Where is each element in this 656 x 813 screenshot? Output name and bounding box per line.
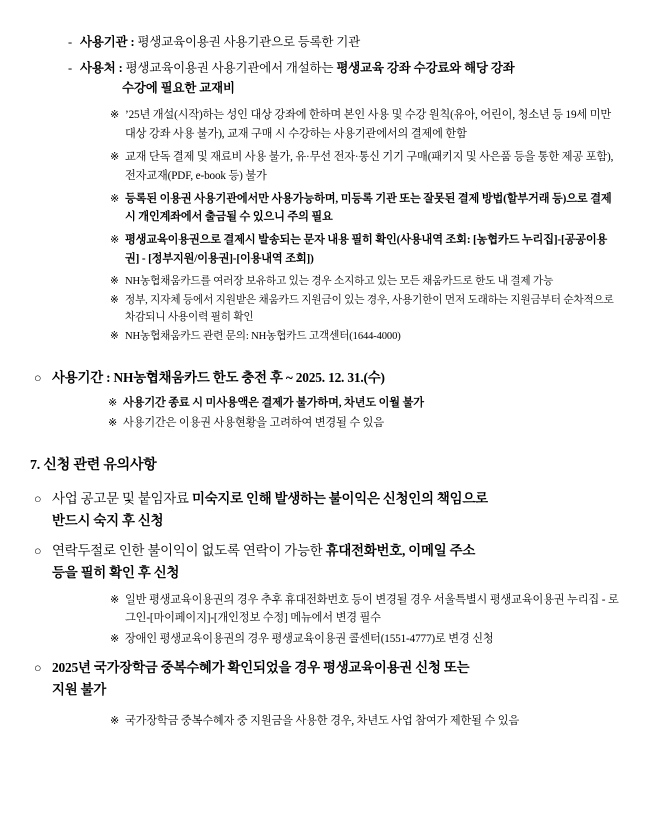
section7-item-body — [52, 488, 626, 533]
note-item — [108, 414, 620, 433]
asterisk-marker: ※ — [110, 234, 120, 247]
note-item — [110, 148, 620, 186]
note-item — [110, 106, 620, 144]
section7-item — [34, 488, 626, 533]
usage-place-item — [68, 58, 622, 98]
section7-item — [34, 540, 626, 585]
top-spacer — [0, 0, 656, 32]
note-text: 교재 단독 결제 및 재료비 사용 불가, 유·무선 전자·통신 기기 구매(패키지 및 사은품 등을 통한 제공 포함), 전자교재(PDF, e-book 등) 불가 — [125, 150, 614, 182]
section7-item-body — [52, 540, 626, 585]
section7-item-body — [52, 657, 626, 702]
circle-marker: ○ — [34, 491, 42, 506]
note-item — [110, 591, 620, 629]
usage-org-body — [80, 32, 622, 52]
section7-item — [34, 657, 626, 702]
note-text: 등록된 이용권 사용기관에서만 사용가능하며, 미등록 기관 또는 잘못된 결제 방법(할부거래 등)으로 결제 시 개인계좌에서 출금될 수 있으니 주의 필요 — [125, 192, 612, 224]
usage-period-body — [52, 367, 626, 389]
item-line1-pre: 사업 공고문 및 붙임자료 — [52, 490, 192, 506]
item-line1-pre: 연락두절로 인한 불이익이 없도록 연락이 가능한 — [52, 543, 326, 559]
usage-place-label: 사용처 : — [80, 61, 123, 76]
note-item — [110, 273, 620, 290]
note-text: 일반 평생교육이용권의 경우 추후 휴대전화번호 등이 변경될 경우 서울특별시 평생교육이용권 누리집 - 로그인-[마이페이지]-[개인정보 수정] 메뉴에서 변경 필수 — [125, 593, 619, 625]
note-item — [110, 712, 620, 731]
note-item — [110, 328, 620, 345]
usage-org-text: 평생교육이용권 사용기관으로 등록한 기관 — [137, 35, 361, 49]
note-text: 국가장학금 중복수혜자 중 지원금을 사용한 경우, 차년도 사업 참여가 제한될 수 있음 — [125, 714, 520, 727]
note-text: 사용기간은 이용권 사용현황을 고려하여 변경될 수 있음 — [123, 417, 384, 430]
note-item — [110, 630, 620, 649]
section-title: 신청 관련 유의사항 — [43, 458, 157, 474]
asterisk-marker: ※ — [110, 633, 120, 646]
item-line2: 반드시 숙지 후 신청 — [52, 512, 164, 528]
asterisk-marker: ※ — [110, 275, 119, 287]
note-text: 사용기간 종료 시 미사용액은 결제가 불가하며, 차년도 이월 불가 — [123, 396, 424, 409]
circle-marker: ○ — [34, 661, 42, 676]
dash-marker: - — [68, 35, 73, 49]
asterisk-marker: ※ — [110, 294, 119, 306]
item-line1-bold: 휴대전화번호, 이메일 주소 — [325, 543, 476, 559]
note-item — [110, 231, 620, 269]
note-text: NH농협채움카드 관련 문의: NH농협카드 고객센터(1644-4000) — [125, 331, 401, 343]
dash-marker: - — [68, 61, 73, 76]
asterisk-marker: ※ — [108, 396, 118, 409]
note-text: 정부, 지자체 등에서 지원받은 채움카드 지원금이 있는 경우, 사용기한이 먼저 도래하는 지원금부터 순차적으로 차감되니 사용이력 필히 확인 — [125, 294, 614, 324]
item-line1-bold: 미숙지로 인해 발생하는 불이익은 신청인의 책임으로 — [191, 490, 488, 506]
usage-period-label: 사용기간 : — [52, 370, 111, 386]
usage-place-line1-pre: 평생교육이용권 사용기관에서 개설하는 — [125, 61, 337, 76]
usage-period-text: NH농협채움카드 한도 충전 후 ~ 2025. 12. 31.(수) — [113, 370, 385, 386]
circle-marker: ○ — [34, 371, 42, 386]
usage-place-line2: 수강에 필요한 교재비 — [122, 81, 235, 96]
asterisk-marker: ※ — [110, 150, 120, 163]
note-text: ’25년 개설(시작)하는 성인 대상 강좌에 한하며 본인 사용 및 수강 원칙(유아, 어린이, 청소년 등 19세 미만 대상 강좌 사용 불가), 교재 구매 시 수강하는 사용기관에서의 결제에 한함 — [125, 109, 612, 141]
item-line1-bold: 2025년 국가장학금 중복수혜가 확인되었을 경우 평생교육이용권 신청 또는 — [52, 660, 470, 676]
circle-marker: ○ — [34, 544, 42, 559]
section-number: 7. — [30, 458, 41, 474]
usage-org-label: 사용기관 : — [80, 35, 135, 49]
item-line2: 지원 불가 — [52, 682, 107, 698]
usage-period-item — [34, 367, 626, 389]
note-item — [110, 190, 620, 228]
usage-place-body — [80, 58, 622, 98]
usage-org-item — [68, 32, 622, 52]
asterisk-marker: ※ — [110, 593, 120, 606]
asterisk-marker: ※ — [108, 417, 118, 430]
note-text: 장애인 평생교육이용권의 경우 평생교육이용권 콜센터(1551-4777)로 변경 신청 — [125, 633, 494, 646]
usage-place-line1-bold: 평생교육 강좌 수강료와 해당 강좌 — [336, 61, 515, 76]
note-item — [108, 394, 620, 413]
section-heading — [30, 455, 656, 477]
item-line2: 등을 필히 확인 후 신청 — [52, 565, 180, 581]
note-item — [110, 292, 620, 326]
note-text: 평생교육이용권으로 결제시 발송되는 문자 내용 필히 확인(사용내역 조회: [농협카드 누리집]-[공공이용권] - [정부지원/이용권]-[이용내역 조회]) — [125, 234, 608, 265]
asterisk-marker: ※ — [110, 714, 120, 727]
asterisk-marker: ※ — [110, 331, 119, 343]
note-text: NH농협채움카드를 여러장 보유하고 있는 경우 소지하고 있는 모든 채움카드로 한도 내 결제 가능 — [125, 275, 554, 287]
asterisk-marker: ※ — [110, 192, 120, 205]
asterisk-marker: ※ — [110, 109, 120, 122]
